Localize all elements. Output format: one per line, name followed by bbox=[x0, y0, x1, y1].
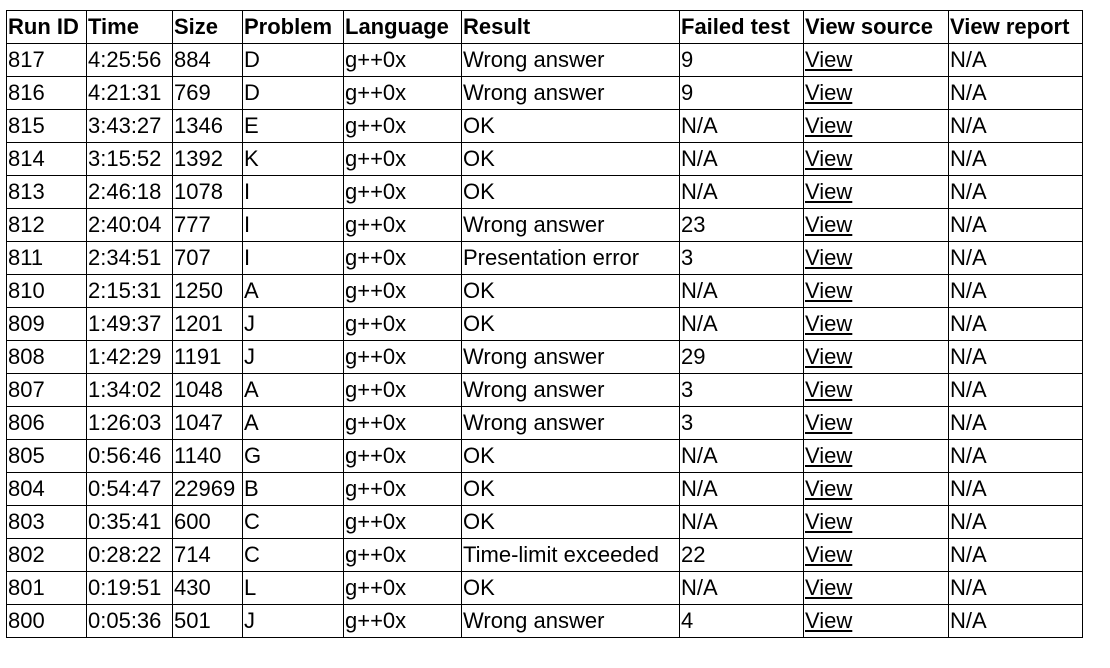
language-cell: g++0x bbox=[344, 374, 462, 407]
failed-test-cell: N/A bbox=[680, 440, 804, 473]
result-cell: Time-limit exceeded bbox=[462, 539, 680, 572]
language-cell: g++0x bbox=[344, 407, 462, 440]
table-row bbox=[7, 506, 1083, 539]
view-source-cell bbox=[804, 440, 949, 473]
language-cell: g++0x bbox=[344, 572, 462, 605]
table-row bbox=[7, 374, 1083, 407]
view-source-link[interactable]: View bbox=[805, 179, 853, 204]
view-report-cell: N/A bbox=[949, 44, 1083, 77]
time-cell: 0:28:22 bbox=[87, 539, 173, 572]
result-cell: OK bbox=[462, 176, 680, 209]
header-size: Size bbox=[173, 11, 243, 44]
view-source-cell bbox=[804, 242, 949, 275]
table-row bbox=[7, 242, 1083, 275]
result-cell: OK bbox=[462, 572, 680, 605]
result-cell: Wrong answer bbox=[462, 341, 680, 374]
view-source-cell bbox=[804, 341, 949, 374]
view-source-cell bbox=[804, 407, 949, 440]
view-source-cell bbox=[804, 110, 949, 143]
size-cell: 884 bbox=[173, 44, 243, 77]
view-source-link[interactable]: View bbox=[805, 410, 853, 435]
language-cell: g++0x bbox=[344, 143, 462, 176]
failed-test-cell: N/A bbox=[680, 572, 804, 605]
table-row bbox=[7, 341, 1083, 374]
view-source-link[interactable]: View bbox=[805, 476, 853, 501]
view-source-link[interactable]: View bbox=[805, 443, 853, 468]
problem-cell: J bbox=[243, 605, 344, 638]
result-cell: Wrong answer bbox=[462, 605, 680, 638]
language-cell: g++0x bbox=[344, 308, 462, 341]
result-cell: Wrong answer bbox=[462, 407, 680, 440]
language-cell: g++0x bbox=[344, 44, 462, 77]
run-id-cell: 809 bbox=[7, 308, 87, 341]
size-cell: 1048 bbox=[173, 374, 243, 407]
result-cell: Wrong answer bbox=[462, 209, 680, 242]
view-report-cell: N/A bbox=[949, 374, 1083, 407]
result-cell: OK bbox=[462, 506, 680, 539]
run-id-cell: 804 bbox=[7, 473, 87, 506]
language-cell: g++0x bbox=[344, 605, 462, 638]
time-cell: 0:19:51 bbox=[87, 572, 173, 605]
view-source-cell bbox=[804, 44, 949, 77]
failed-test-cell: N/A bbox=[680, 473, 804, 506]
view-source-cell bbox=[804, 473, 949, 506]
result-cell: OK bbox=[462, 308, 680, 341]
language-cell: g++0x bbox=[344, 77, 462, 110]
view-report-cell: N/A bbox=[949, 341, 1083, 374]
view-source-link[interactable]: View bbox=[805, 278, 853, 303]
table-row bbox=[7, 275, 1083, 308]
view-report-cell: N/A bbox=[949, 77, 1083, 110]
time-cell: 1:34:02 bbox=[87, 374, 173, 407]
run-id-cell: 815 bbox=[7, 110, 87, 143]
failed-test-cell: N/A bbox=[680, 275, 804, 308]
time-cell: 3:15:52 bbox=[87, 143, 173, 176]
size-cell: 1392 bbox=[173, 143, 243, 176]
time-cell: 1:42:29 bbox=[87, 341, 173, 374]
problem-cell: I bbox=[243, 209, 344, 242]
time-cell: 0:56:46 bbox=[87, 440, 173, 473]
run-id-cell: 813 bbox=[7, 176, 87, 209]
run-id-cell: 806 bbox=[7, 407, 87, 440]
view-report-cell: N/A bbox=[949, 407, 1083, 440]
view-source-link[interactable]: View bbox=[805, 311, 853, 336]
view-report-cell: N/A bbox=[949, 539, 1083, 572]
failed-test-cell: N/A bbox=[680, 308, 804, 341]
view-source-cell bbox=[804, 275, 949, 308]
header-time: Time bbox=[87, 11, 173, 44]
run-id-cell: 814 bbox=[7, 143, 87, 176]
size-cell: 707 bbox=[173, 242, 243, 275]
table-row bbox=[7, 605, 1083, 638]
problem-cell: K bbox=[243, 143, 344, 176]
view-report-cell: N/A bbox=[949, 605, 1083, 638]
view-report-cell: N/A bbox=[949, 143, 1083, 176]
size-cell: 1201 bbox=[173, 308, 243, 341]
failed-test-cell: 9 bbox=[680, 44, 804, 77]
result-cell: Wrong answer bbox=[462, 44, 680, 77]
language-cell: g++0x bbox=[344, 176, 462, 209]
problem-cell: G bbox=[243, 440, 344, 473]
size-cell: 600 bbox=[173, 506, 243, 539]
run-id-cell: 812 bbox=[7, 209, 87, 242]
view-source-link[interactable]: View bbox=[805, 80, 853, 105]
view-source-link[interactable]: View bbox=[805, 608, 853, 633]
size-cell: 1047 bbox=[173, 407, 243, 440]
header-view-source: View source bbox=[804, 11, 949, 44]
time-cell: 2:46:18 bbox=[87, 176, 173, 209]
table-row bbox=[7, 77, 1083, 110]
view-report-cell: N/A bbox=[949, 110, 1083, 143]
problem-cell: C bbox=[243, 506, 344, 539]
problem-cell: I bbox=[243, 176, 344, 209]
failed-test-cell: 29 bbox=[680, 341, 804, 374]
header-view-report: View report bbox=[949, 11, 1083, 44]
view-report-cell: N/A bbox=[949, 506, 1083, 539]
view-source-link[interactable]: View bbox=[805, 47, 853, 72]
failed-test-cell: 23 bbox=[680, 209, 804, 242]
run-id-cell: 800 bbox=[7, 605, 87, 638]
view-source-cell bbox=[804, 605, 949, 638]
view-report-cell: N/A bbox=[949, 176, 1083, 209]
header-row bbox=[7, 11, 1083, 44]
run-id-cell: 807 bbox=[7, 374, 87, 407]
time-cell: 4:21:31 bbox=[87, 77, 173, 110]
view-report-cell: N/A bbox=[949, 275, 1083, 308]
failed-test-cell: N/A bbox=[680, 143, 804, 176]
table-row bbox=[7, 176, 1083, 209]
result-cell: Wrong answer bbox=[462, 77, 680, 110]
time-cell: 2:40:04 bbox=[87, 209, 173, 242]
size-cell: 777 bbox=[173, 209, 243, 242]
problem-cell: D bbox=[243, 77, 344, 110]
failed-test-cell: N/A bbox=[680, 110, 804, 143]
result-cell: OK bbox=[462, 473, 680, 506]
view-source-link[interactable]: View bbox=[805, 146, 853, 171]
view-source-cell bbox=[804, 176, 949, 209]
failed-test-cell: N/A bbox=[680, 506, 804, 539]
view-source-link[interactable]: View bbox=[805, 245, 853, 270]
language-cell: g++0x bbox=[344, 275, 462, 308]
run-id-cell: 801 bbox=[7, 572, 87, 605]
size-cell: 1078 bbox=[173, 176, 243, 209]
run-id-cell: 803 bbox=[7, 506, 87, 539]
failed-test-cell: N/A bbox=[680, 176, 804, 209]
table-header bbox=[7, 11, 1083, 44]
size-cell: 769 bbox=[173, 77, 243, 110]
view-report-cell: N/A bbox=[949, 242, 1083, 275]
problem-cell: A bbox=[243, 374, 344, 407]
failed-test-cell: 9 bbox=[680, 77, 804, 110]
problem-cell: L bbox=[243, 572, 344, 605]
header-failed-test: Failed test bbox=[680, 11, 804, 44]
problem-cell: A bbox=[243, 275, 344, 308]
runs-table bbox=[6, 10, 1083, 638]
failed-test-cell: 4 bbox=[680, 605, 804, 638]
run-id-cell: 802 bbox=[7, 539, 87, 572]
table-row bbox=[7, 407, 1083, 440]
run-id-cell: 811 bbox=[7, 242, 87, 275]
table-row bbox=[7, 440, 1083, 473]
result-cell: Presentation error bbox=[462, 242, 680, 275]
failed-test-cell: 22 bbox=[680, 539, 804, 572]
table-row bbox=[7, 473, 1083, 506]
problem-cell: I bbox=[243, 242, 344, 275]
time-cell: 0:05:36 bbox=[87, 605, 173, 638]
size-cell: 1250 bbox=[173, 275, 243, 308]
run-id-cell: 817 bbox=[7, 44, 87, 77]
table-row bbox=[7, 44, 1083, 77]
table-body bbox=[7, 44, 1083, 638]
size-cell: 1191 bbox=[173, 341, 243, 374]
view-source-link[interactable]: View bbox=[805, 575, 853, 600]
size-cell: 714 bbox=[173, 539, 243, 572]
header-language: Language bbox=[344, 11, 462, 44]
time-cell: 0:35:41 bbox=[87, 506, 173, 539]
view-source-cell bbox=[804, 209, 949, 242]
time-cell: 1:49:37 bbox=[87, 308, 173, 341]
time-cell: 3:43:27 bbox=[87, 110, 173, 143]
view-source-link[interactable]: View bbox=[805, 344, 853, 369]
view-source-link[interactable]: View bbox=[805, 113, 853, 138]
language-cell: g++0x bbox=[344, 341, 462, 374]
view-source-cell bbox=[804, 143, 949, 176]
table-row bbox=[7, 572, 1083, 605]
view-source-link[interactable]: View bbox=[805, 509, 853, 534]
time-cell: 1:26:03 bbox=[87, 407, 173, 440]
result-cell: OK bbox=[462, 110, 680, 143]
language-cell: g++0x bbox=[344, 209, 462, 242]
result-cell: OK bbox=[462, 143, 680, 176]
view-report-cell: N/A bbox=[949, 473, 1083, 506]
header-problem: Problem bbox=[243, 11, 344, 44]
size-cell: 1140 bbox=[173, 440, 243, 473]
view-report-cell: N/A bbox=[949, 308, 1083, 341]
time-cell: 0:54:47 bbox=[87, 473, 173, 506]
view-source-cell bbox=[804, 572, 949, 605]
size-cell: 501 bbox=[173, 605, 243, 638]
size-cell: 22969 bbox=[173, 473, 243, 506]
run-id-cell: 816 bbox=[7, 77, 87, 110]
table-row bbox=[7, 209, 1083, 242]
problem-cell: E bbox=[243, 110, 344, 143]
view-source-cell bbox=[804, 77, 949, 110]
view-report-cell: N/A bbox=[949, 572, 1083, 605]
view-report-cell: N/A bbox=[949, 440, 1083, 473]
table-row bbox=[7, 110, 1083, 143]
view-report-cell: N/A bbox=[949, 209, 1083, 242]
language-cell: g++0x bbox=[344, 506, 462, 539]
problem-cell: J bbox=[243, 341, 344, 374]
time-cell: 2:34:51 bbox=[87, 242, 173, 275]
header-result: Result bbox=[462, 11, 680, 44]
problem-cell: A bbox=[243, 407, 344, 440]
view-source-link[interactable]: View bbox=[805, 212, 853, 237]
time-cell: 2:15:31 bbox=[87, 275, 173, 308]
language-cell: g++0x bbox=[344, 440, 462, 473]
language-cell: g++0x bbox=[344, 539, 462, 572]
language-cell: g++0x bbox=[344, 110, 462, 143]
failed-test-cell: 3 bbox=[680, 407, 804, 440]
view-source-cell bbox=[804, 308, 949, 341]
language-cell: g++0x bbox=[344, 242, 462, 275]
result-cell: OK bbox=[462, 440, 680, 473]
view-source-cell bbox=[804, 374, 949, 407]
header-run-id: Run ID bbox=[7, 11, 87, 44]
result-cell: OK bbox=[462, 275, 680, 308]
table-row bbox=[7, 143, 1083, 176]
result-cell: Wrong answer bbox=[462, 374, 680, 407]
run-id-cell: 810 bbox=[7, 275, 87, 308]
failed-test-cell: 3 bbox=[680, 374, 804, 407]
failed-test-cell: 3 bbox=[680, 242, 804, 275]
run-id-cell: 808 bbox=[7, 341, 87, 374]
view-source-link[interactable]: View bbox=[805, 377, 853, 402]
table-row bbox=[7, 539, 1083, 572]
time-cell: 4:25:56 bbox=[87, 44, 173, 77]
problem-cell: C bbox=[243, 539, 344, 572]
view-source-link[interactable]: View bbox=[805, 542, 853, 567]
problem-cell: D bbox=[243, 44, 344, 77]
problem-cell: J bbox=[243, 308, 344, 341]
size-cell: 1346 bbox=[173, 110, 243, 143]
size-cell: 430 bbox=[173, 572, 243, 605]
view-source-cell bbox=[804, 539, 949, 572]
view-source-cell bbox=[804, 506, 949, 539]
run-id-cell: 805 bbox=[7, 440, 87, 473]
language-cell: g++0x bbox=[344, 473, 462, 506]
problem-cell: B bbox=[243, 473, 344, 506]
table-row bbox=[7, 308, 1083, 341]
